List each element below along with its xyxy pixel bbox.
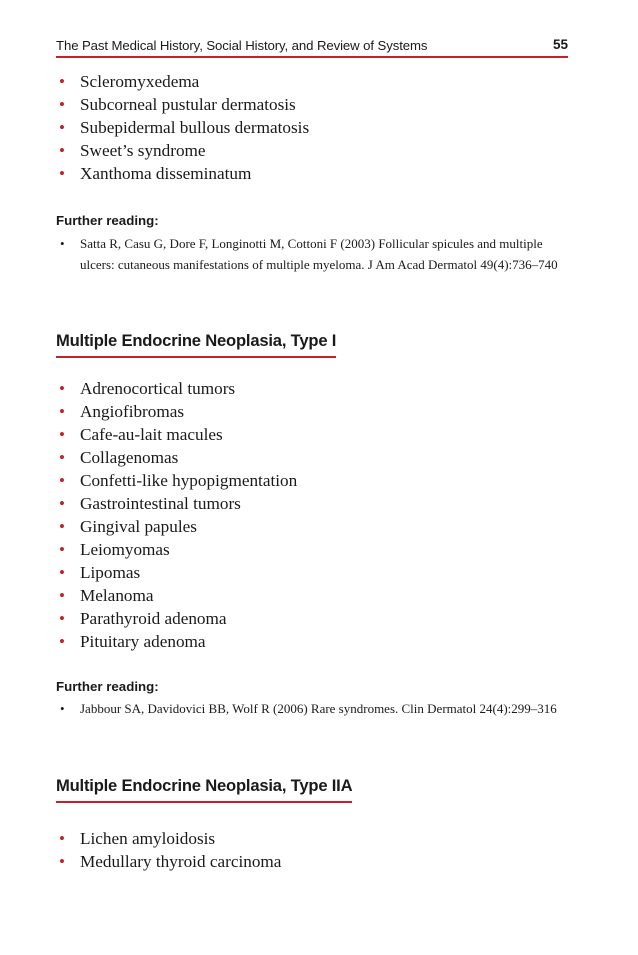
running-header xyxy=(56,36,568,58)
list-item: • Medullary thyroid carcinoma xyxy=(59,852,282,871)
list-item: • Angiofibromas xyxy=(59,402,185,421)
bullet-icon: • xyxy=(59,72,65,91)
list-item: • Lichen amyloidosis xyxy=(59,829,216,848)
further-reading-list xyxy=(56,699,568,720)
bullet-icon: • xyxy=(59,95,65,114)
reference-item: • Jabbour SA, Davidovici BB, Wolf R (2006) Rare syndromes. Clin Dermatol 24(4):299–316 xyxy=(56,699,568,720)
top-bullet-list xyxy=(56,70,309,185)
bullet-icon: • xyxy=(59,402,65,421)
list-item: • Confetti-like hypopigmentation xyxy=(59,471,298,490)
list-item: • Leiomyomas xyxy=(59,540,170,559)
bullet-icon: • xyxy=(59,471,65,490)
reference-item: • Satta R, Casu G, Dore F, Longinotti M, Cottoni F (2003) Follicular spicules and multiple ulcers: cutaneous manifestations of multiple myeloma. J Am Acad Dermatol 49(4):736–740 xyxy=(60,236,558,272)
section-heading-men1: Multiple Endocrine Neoplasia, Type I xyxy=(56,331,336,358)
list-item: • Sweet’s syndrome xyxy=(59,141,206,160)
list-item: • Subcorneal pustular dermatosis xyxy=(59,95,296,114)
bullet-icon: • xyxy=(59,448,65,467)
list-item: • Cafe-au-lait macules xyxy=(59,425,223,444)
bullet-icon: • xyxy=(59,379,65,398)
running-header-title: The Past Medical History, Social History, and Review of Systems xyxy=(56,38,428,53)
bullet-icon: • xyxy=(59,586,65,605)
bullet-icon: • xyxy=(59,141,65,160)
further-reading-list xyxy=(56,234,568,275)
page-number: 55 xyxy=(552,37,568,52)
bullet-icon: • xyxy=(59,425,65,444)
list-item: • Lipomas xyxy=(59,563,141,582)
list-item: • Xanthoma disseminatum xyxy=(59,164,252,183)
bullet-icon: • xyxy=(59,852,65,871)
list-item: • Parathyroid adenoma xyxy=(59,609,227,628)
list-item: • Adrenocortical tumors xyxy=(59,379,236,398)
list-item: • Pituitary adenoma xyxy=(59,632,206,651)
list-item: • Gastrointestinal tumors xyxy=(59,494,241,513)
bullet-icon: • xyxy=(59,118,65,137)
list-item: • Collagenomas xyxy=(59,448,179,467)
bullet-icon: • xyxy=(59,494,65,513)
bullet-icon: • xyxy=(60,236,65,251)
bullet-icon: • xyxy=(59,609,65,628)
list-item: • Scleromyxedema xyxy=(59,72,200,91)
list-item: • Gingival papules xyxy=(59,517,197,536)
bullet-icon: • xyxy=(59,829,65,848)
bullet-icon: • xyxy=(59,517,65,536)
bullet-icon: • xyxy=(59,632,65,651)
section-heading-men2a: Multiple Endocrine Neoplasia, Type IIA xyxy=(56,776,352,803)
bullet-icon: • xyxy=(60,701,65,716)
bullet-icon: • xyxy=(59,563,65,582)
list-item: • Melanoma xyxy=(59,586,154,605)
bullet-icon: • xyxy=(59,540,65,559)
further-reading-heading: Further reading: xyxy=(56,679,159,694)
bullet-icon: • xyxy=(59,164,65,183)
list-item: • Subepidermal bullous dermatosis xyxy=(59,118,310,137)
further-reading-heading: Further reading: xyxy=(56,213,159,228)
men2a-bullet-list xyxy=(56,827,281,873)
men1-bullet-list xyxy=(56,377,297,653)
